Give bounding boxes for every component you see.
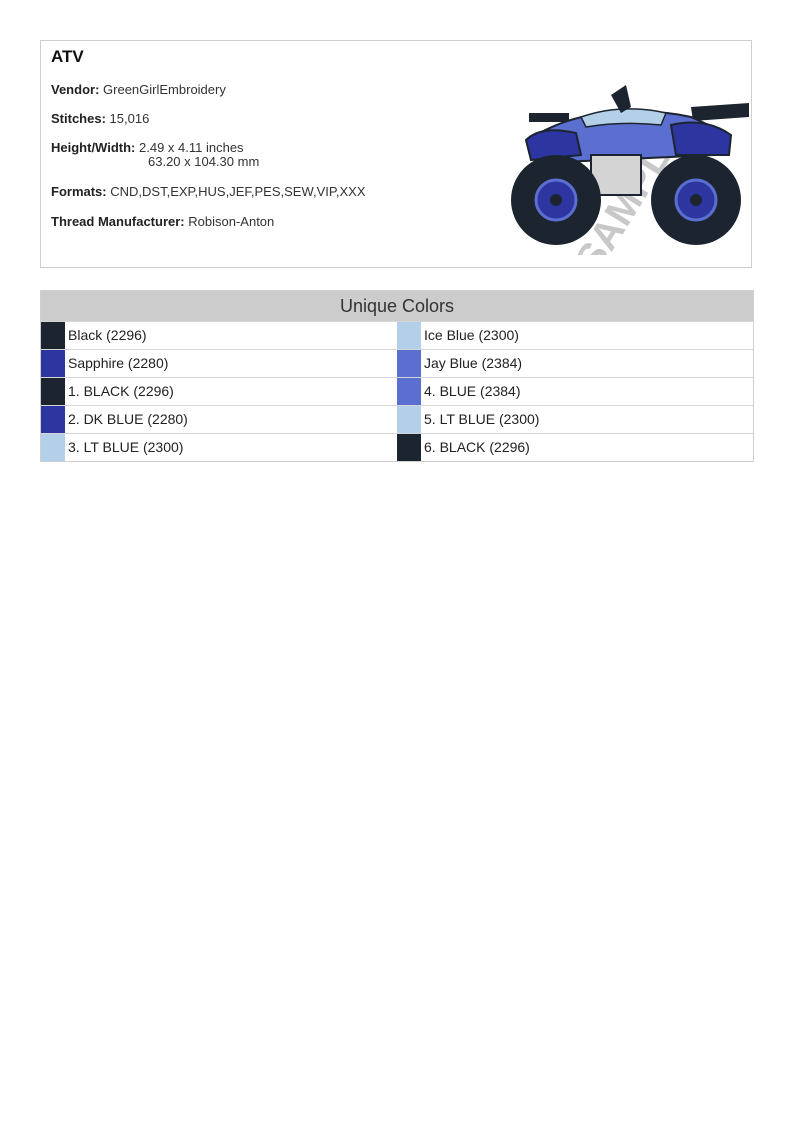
color-name: 2. DK BLUE (2280) — [68, 411, 188, 427]
design-title: ATV — [51, 47, 84, 66]
stitches-value: 15,016 — [109, 111, 150, 126]
color-row — [397, 433, 753, 461]
size-label: Height/Width: — [51, 140, 136, 155]
color-swatch — [397, 350, 421, 377]
color-name: Ice Blue (2300) — [424, 327, 519, 343]
color-name: 6. BLACK (2296) — [424, 439, 530, 455]
thread-value: Robison-Anton — [188, 214, 275, 229]
colors-left-column — [41, 321, 397, 461]
color-swatch — [41, 322, 65, 349]
color-row — [397, 377, 753, 405]
rear-rack — [529, 113, 569, 122]
vendor-row — [51, 82, 226, 97]
stitches-row — [51, 111, 149, 126]
size-mm: 63.20 x 104.30 mm — [148, 154, 260, 169]
vendor-value: GreenGirlEmbroidery — [103, 82, 226, 97]
color-name: 1. BLACK (2296) — [68, 383, 174, 399]
front-rack — [691, 103, 749, 121]
color-swatch — [397, 406, 421, 433]
colors-grid — [41, 321, 753, 461]
colors-right-column — [397, 321, 753, 461]
color-row — [397, 349, 753, 377]
color-name: Jay Blue (2384) — [424, 355, 523, 371]
unique-colors-table — [40, 290, 754, 462]
atv-illustration — [481, 55, 751, 255]
size-row — [51, 141, 259, 169]
color-name: 5. LT BLUE (2300) — [424, 411, 540, 427]
atv-design-preview — [481, 55, 751, 255]
color-row — [41, 377, 397, 405]
color-swatch — [41, 378, 65, 405]
color-row — [41, 321, 397, 349]
design-info-card — [40, 40, 752, 268]
color-row — [397, 321, 753, 349]
thread-row — [51, 214, 274, 229]
formats-row — [51, 184, 366, 199]
color-swatch — [397, 434, 421, 461]
color-swatch — [41, 350, 65, 377]
formats-value: CND,DST,EXP,HUS,JEF,PES,SEW,VIP,XXX — [110, 184, 366, 199]
color-swatch — [41, 406, 65, 433]
color-name: 4. BLUE (2384) — [424, 383, 521, 399]
color-row — [41, 433, 397, 461]
color-name: Sapphire (2280) — [68, 355, 169, 371]
color-row — [41, 349, 397, 377]
unique-colors-header: Unique Colors — [41, 291, 753, 321]
color-swatch — [397, 378, 421, 405]
color-name: Black (2296) — [68, 327, 147, 343]
formats-label: Formats: — [51, 184, 107, 199]
color-row — [397, 405, 753, 433]
color-swatch — [41, 434, 65, 461]
front-fender — [671, 123, 731, 155]
color-swatch — [397, 322, 421, 349]
thread-label: Thread Manufacturer: — [51, 214, 185, 229]
size-inches: 2.49 x 4.11 inches — [139, 140, 244, 155]
vendor-label: Vendor: — [51, 82, 100, 97]
color-row — [41, 405, 397, 433]
stitches-label: Stitches: — [51, 111, 106, 126]
color-name: 3. LT BLUE (2300) — [68, 439, 184, 455]
